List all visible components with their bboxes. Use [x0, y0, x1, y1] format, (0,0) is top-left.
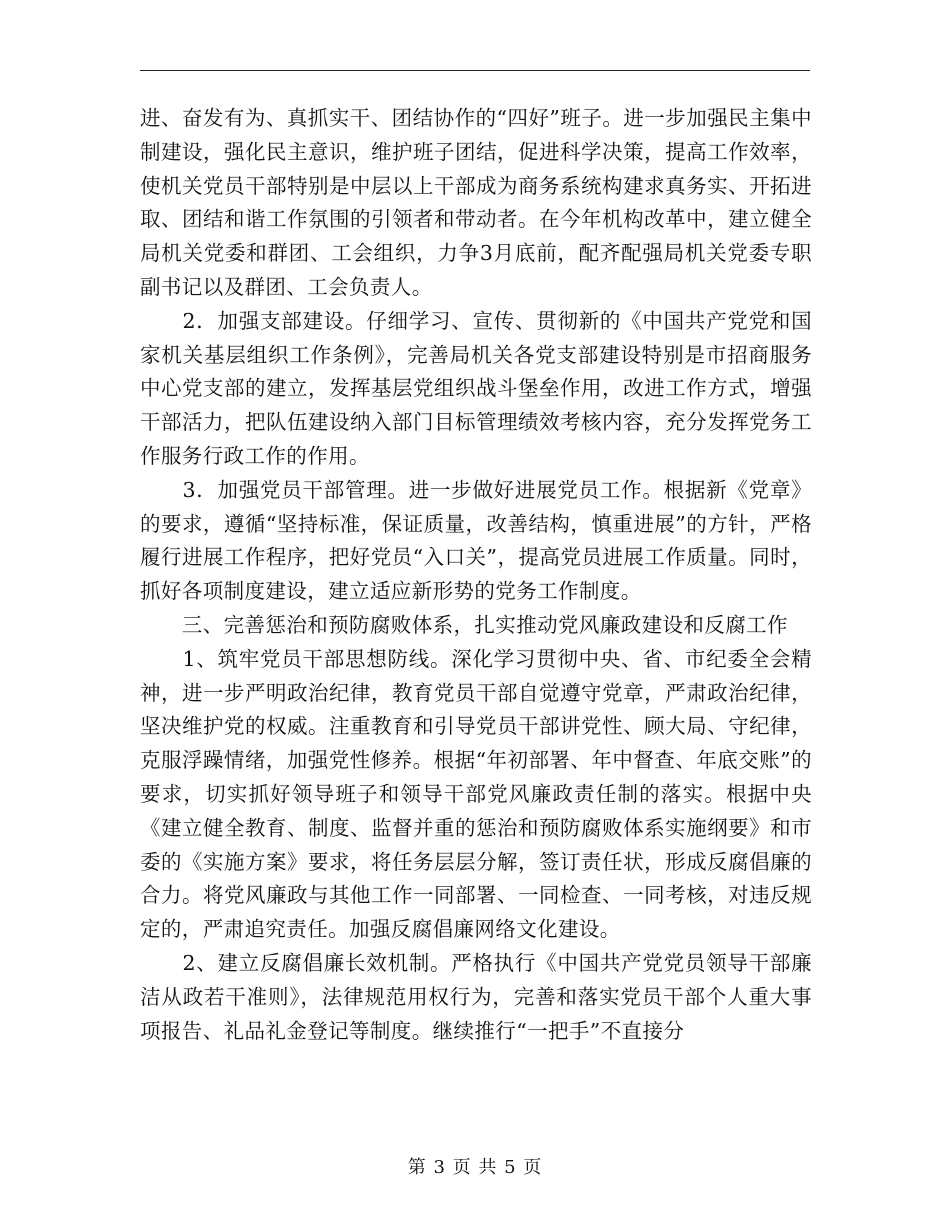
paragraph-item-1: 1、筑牢党员干部思想防线。深化学习贯彻中央、省、市纪委全会精神，进一步严明政治纪律，教育党员干部自觉遵守党章，严肃政治纪律，坚决维护党的权威。注重教育和引导党员干部讲党性、顾大局、守纪律，克服浮躁情绪，加强党性修养。根据“年初部署、年中督查、年底交账”的要求，切实抓好领导班子和领导干部党风廉政责任制的落实。根据中央《建立健全教育、制度、监督并重的惩治和预防腐败体系实施纲要》和市委的《实施方案》要求，将任务层层分解，签订责任状，形成反腐倡廉的合力。将党风廉政与其他工作一同部署、一同检查、一同考核，对违反规定的，严肃追究责任。加强反腐倡廉网络文化建设。 [140, 646, 812, 942]
paragraph-item-3: 3．加强党员干部管理。进一步做好进展党员工作。根据新《党章》的要求，遵循“坚持标准，保证质量，改善结构，慎重进展”的方针，严格履行进展工作程序，把好党员“入口关”，提高党员进展工作质量。同时，抓好各项制度建设，建立适应新形势的党务工作制度。 [140, 477, 812, 604]
document-body [140, 102, 812, 1048]
paragraph-continuation: 进、奋发有为、真抓实干、团结协作的“四好”班子。进一步加强民主集中制建设，强化民主意识，维护班子团结，促进科学决策，提高工作效率，使机关党员干部特别是中层以上干部成为商务系统构建求真务实、开拓进取、团结和谐工作氛围的引领者和带动者。在今年机构改革中，建立健全局机关党委和群团、工会组织，力争3月底前，配齐配强局机关党委专职副书记以及群团、工会负责人。 [140, 106, 812, 299]
paragraph-item-2: 2．加强支部建设。仔细学习、宣传、贯彻新的《中国共产党党和国家机关基层组织工作条例》，完善局机关各党支部建设特别是市招商服务中心党支部的建立，发挥基层党组织战斗堡垒作用，改进工作方式，增强干部活力，把队伍建设纳入部门目标管理绩效考核内容，充分发挥党务工作服务行政工作的作用。 [140, 308, 812, 468]
header-rule [140, 70, 810, 71]
page-footer: 第 3 页 共 5 页 [407, 1157, 543, 1178]
section-heading: 三、完善惩治和预防腐败体系，扎实推动党风廉政建设和反腐工作 [140, 612, 788, 637]
paragraph-item-2b: 2、建立反腐倡廉长效机制。严格执行《中国共产党党员领导干部廉洁从政若干准则》，法律规范用权行为，完善和落实党员干部个人重大事项报告、礼品礼金登记等制度。继续推行“一把手”不直接分 [140, 950, 812, 1043]
